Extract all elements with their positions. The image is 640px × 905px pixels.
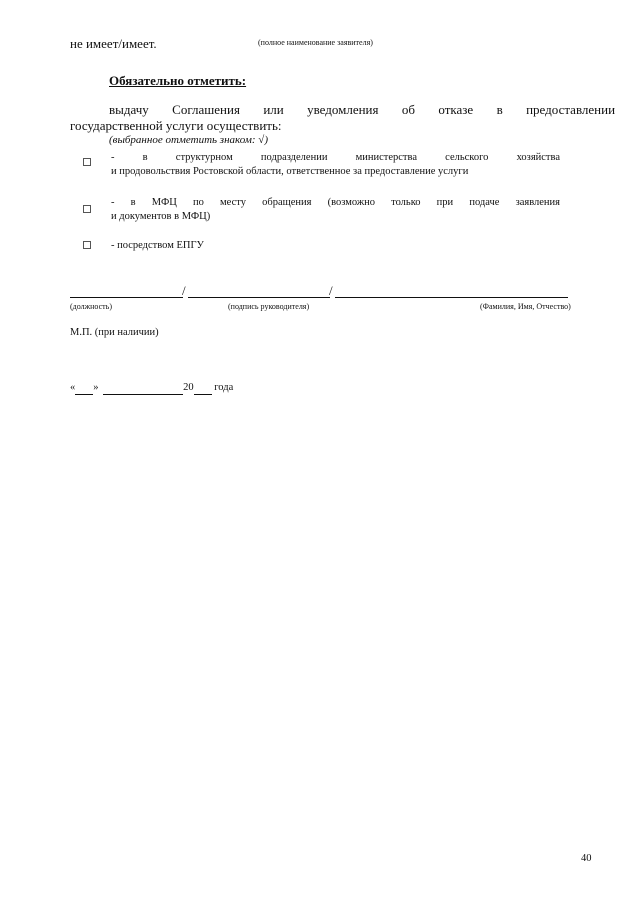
word: предоставлении [526, 102, 616, 117]
name-line [335, 287, 568, 298]
option-ministry-line-2: и продовольствия Ростовской области, ответственное за предоставление услуги [111, 166, 469, 177]
date-close-quote: » [93, 382, 99, 393]
option-ministry-line-1: - в структурном подразделении министерства сельского хозяйства [111, 152, 560, 163]
word: об [401, 102, 415, 117]
option-mfc-line-2: и документов в МФЦ) [111, 211, 211, 222]
paragraph-line-1 [109, 102, 615, 117]
option-checkbox-epgu[interactable] [83, 241, 91, 249]
signature-line [188, 287, 330, 298]
word: выдачу [109, 102, 149, 117]
position-line [70, 287, 183, 298]
word: или [263, 102, 284, 117]
year-blank [194, 381, 212, 395]
year-suffix: года [214, 382, 234, 393]
position-caption: (должность) [70, 302, 112, 311]
month-blank [103, 381, 183, 395]
option-mfc-line-1: - в МФЦ по месту обращения (возможно только при подаче заявления [111, 197, 560, 208]
word: в [496, 102, 503, 117]
signature-separator: / [329, 283, 333, 298]
option-checkbox-ministry[interactable] [83, 158, 91, 166]
date-line [70, 381, 233, 395]
page-number: 40 [581, 853, 592, 864]
section-title: Обязательно отметить: [109, 73, 247, 88]
option-epgu-line-1: - посредством ЕПГУ [111, 240, 204, 251]
signature-caption: (подпись руководителя) [228, 302, 310, 311]
header-prefix: не имеет/имеет. [70, 36, 157, 51]
option-checkbox-mfc[interactable] [83, 205, 91, 213]
word: уведомления [307, 102, 379, 117]
applicant-name-caption: (полное наименование заявителя) [258, 38, 373, 47]
word: отказе [438, 102, 474, 117]
full-name-caption: (Фамилия, Имя, Отчество) [480, 302, 571, 311]
word: Соглашения [172, 102, 240, 117]
paragraph-line-2: государственной услуги осуществить: [70, 118, 282, 133]
seal-note: М.П. (при наличии) [70, 327, 159, 338]
year-prefix: 20 [183, 382, 194, 393]
day-blank [75, 381, 93, 395]
date-open-quote: « [70, 382, 76, 393]
signature-separator: / [182, 283, 186, 298]
selection-hint: (выбранное отметить знаком: √) [109, 134, 269, 146]
